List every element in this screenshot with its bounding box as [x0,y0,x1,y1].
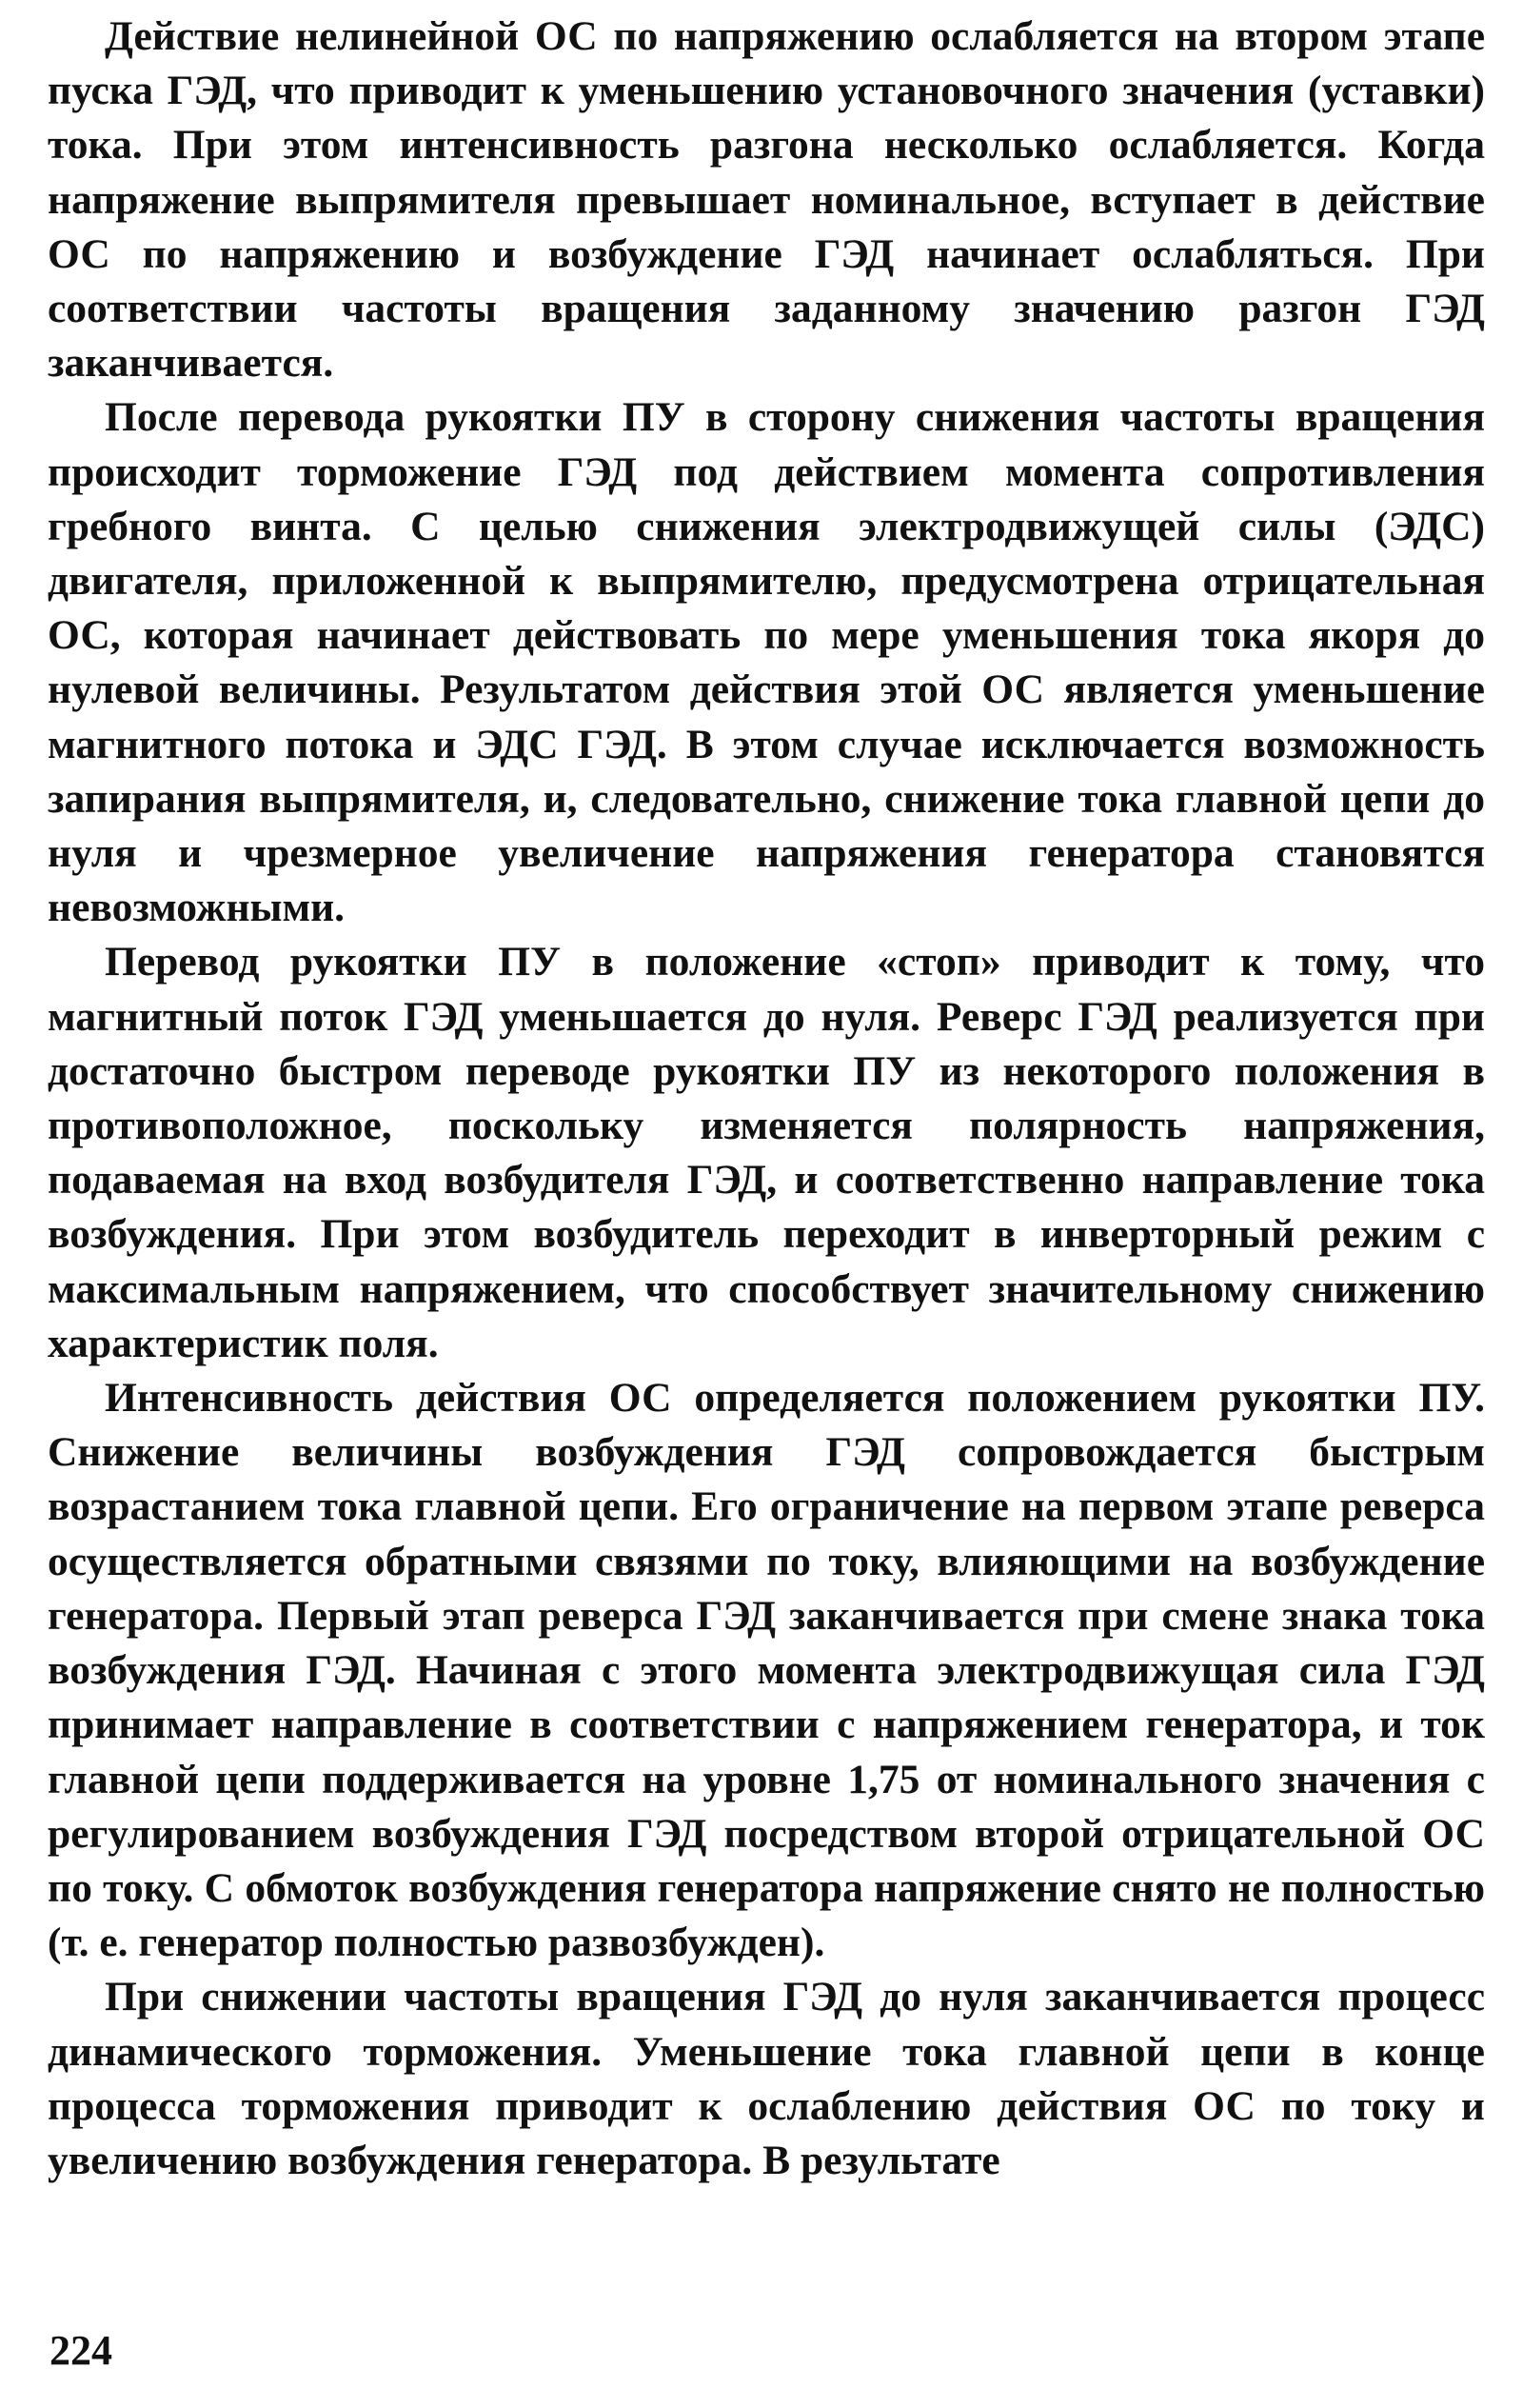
page-body [48,10,1485,2188]
paragraph-4: Интенсивность действия ОС определяется положением рукоятки ПУ. Снижение величины возбуждения ГЭД сопровождается быстрым возрастанием тока главной цепи. Его ограничение на первом этапе реверса осуществляется обратными связями по току, влияющими на возбуждение генератора. Первый этап реверса ГЭД заканчивается при смене знака тока возбуждения ГЭД. Начиная с этого момента электродвижущая сила ГЭД принимает направление в соответствии с напряжением генератора, и ток главной цепи поддерживается на уровне 1,75 от номинального значения с регулированием возбуждения ГЭД посредством второй отрицательной ОС по току. С обмоток возбуждения генератора напряжение снято не полностью (т. е. генератор полностью развозбужден). [48,1375,1485,1966]
paragraph-3: Перевод рукоятки ПУ в положение «стоп» приводит к тому, что магнитный поток ГЭД уменьшается до нуля. Реверс ГЭД реализуется при достаточно быстром переводе рукоятки ПУ из некоторого положения в противоположное, поскольку изменяется полярность напряжения, подаваемая на вход возбудителя ГЭД, и соответственно направление тока возбуждения. При этом возбудитель переходит в инверторный режим с максимальным напряжением, что способствует значительному снижению характеристик поля. [48,939,1485,1366]
paragraph-1: Действие нелинейной ОС по напряжению ослабляется на втором этапе пуска ГЭД, что приводит к уменьшению установочного значения (уставки) тока. При этом интенсивность разгона несколько ослабляется. Когда напряжение выпрямителя превышает номинальное, вступает в действие ОС по напряжению и возбуждение ГЭД начинает ослабляться. При соответствии частоты вращения заданному значению разгон ГЭД заканчивается. [48,13,1485,387]
paragraph-2: После перевода рукоятки ПУ в сторону снижения частоты вращения происходит торможение ГЭД под действием момента сопротивления гребного винта. С целью снижения электродвижущей силы (ЭДС) двигателя, приложенной к выпрямителю, предусмотрена отрицательная ОС, которая начинает действовать по мере уменьшения тока якоря до нулевой величины. Результатом действия этой ОС является уменьшение магнитного потока и ЭДС ГЭД. В этом случае исключается возможность запирания выпрямителя, и, следовательно, снижение тока главной цепи до нуля и чрезмерное увеличение напряжения генератора становятся невозможными. [48,394,1485,931]
page-number: 224 [49,2327,112,2374]
paragraph-5: При снижении частоты вращения ГЭД до нуля заканчивается процесс динамического торможения. Уменьшение тока главной цепи в конце процесса торможения приводит к ослаблению действия ОС по току и увеличению возбуждения генератора. В результате [48,1974,1485,2183]
